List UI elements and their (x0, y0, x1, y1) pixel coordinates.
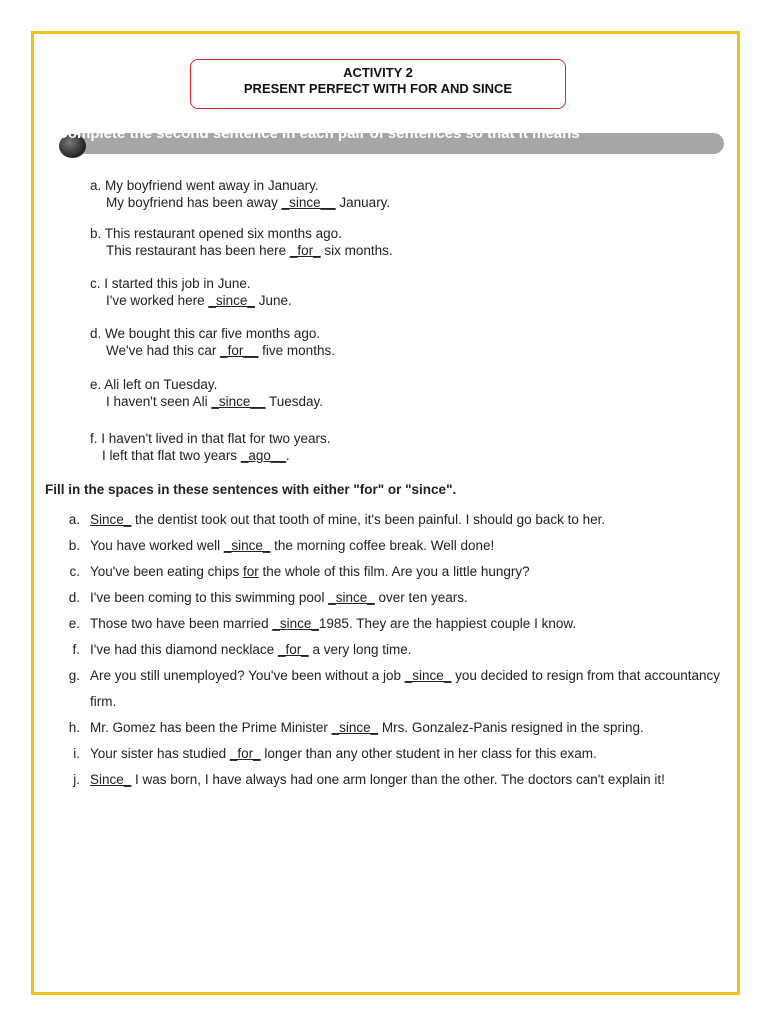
sentence-fragment: . (285, 448, 290, 463)
original-sentence (90, 376, 323, 393)
original-sentence (90, 325, 335, 342)
sentence-fragment: a very long time. (308, 642, 412, 657)
item-letter: b. (90, 226, 102, 241)
exercise-item (90, 177, 390, 211)
sentence-text: I started this job in June. (104, 276, 251, 291)
item-letter: j. (73, 772, 80, 787)
answer-blank: _since_ (328, 590, 375, 605)
rewritten-sentence (90, 447, 330, 464)
rewritten-sentence (90, 292, 292, 309)
original-sentence (90, 430, 330, 447)
exercise-item (90, 225, 393, 259)
sentence-text: My boyfriend went away in January. (105, 178, 319, 193)
sentence-fragment: Mrs. Gonzalez-Panis resigned in the spring. (378, 720, 644, 735)
exercise-item (58, 533, 723, 559)
item-letter: c. (90, 276, 101, 291)
answer-blank: _ago__ (240, 448, 286, 463)
exercise-item (58, 741, 723, 767)
exercise-item (90, 430, 330, 464)
answer-blank: _since_ (223, 538, 271, 553)
sentence-fragment: June. (254, 293, 292, 308)
sentence-fragment: Mr. Gomez has been the Prime Minister (90, 720, 332, 735)
sentence-fragment: five months. (258, 343, 335, 358)
item-letter: g. (68, 668, 80, 683)
sentence-text: Ali left on Tuesday. (104, 377, 218, 392)
sentence-fragment: the whole of this film. Are you a little hungry? (258, 564, 530, 579)
exercise-item (58, 585, 723, 611)
original-sentence (90, 225, 393, 242)
item-letter: a. (90, 178, 102, 193)
item-letter: c. (69, 564, 80, 579)
sentence-fragment: longer than any other student in her class for this exam. (260, 746, 597, 761)
item-letter: i. (73, 746, 80, 761)
sentence-fragment: 1985. They are the happiest couple I know. (318, 616, 577, 631)
original-sentence (90, 275, 292, 292)
sentence-fragment: This restaurant has been here (106, 243, 290, 258)
sentence-fragment: Tuesday. (265, 394, 323, 409)
answer-blank: _for_ (289, 243, 321, 258)
exercise-item (58, 559, 723, 585)
exercise-item (58, 611, 723, 637)
sentence-fragment: You've been eating chips (90, 564, 243, 579)
item-letter: e. (90, 377, 102, 392)
answer-blank: _for_ (229, 746, 261, 761)
sentence-fragment: You have worked well (90, 538, 224, 553)
exercise-item (90, 376, 323, 410)
exercise-part-2 (58, 507, 723, 793)
answer-blank: _since_ (404, 668, 452, 683)
exercise-item (58, 637, 723, 663)
answer-blank: _since__ (211, 394, 266, 409)
instruction-text: Complete the second sentence in each pair of sentences so that it means (57, 125, 580, 141)
sentence-fragment: you decided to resign from that accountancy firm. (90, 668, 720, 709)
answer-blank: Since_ (90, 512, 132, 527)
exercise-item (58, 507, 723, 533)
sentence-fragment: over ten years. (374, 590, 468, 605)
rewritten-sentence (90, 242, 393, 259)
exercise-item (58, 767, 723, 793)
item-letter: d. (68, 590, 80, 605)
original-sentence (90, 177, 390, 194)
sentence-fragment: My boyfriend has been away (106, 195, 282, 210)
sentence-fragment: Your sister has studied (90, 746, 230, 761)
exercise-item (58, 715, 723, 741)
exercise-item (58, 663, 723, 715)
sentence-fragment: I haven't seen Ali (106, 394, 212, 409)
item-letter: b. (68, 538, 80, 553)
sentence-fragment: Are you still unemployed? You've been without a job (90, 668, 405, 683)
item-letter: h. (68, 720, 80, 735)
sentence-fragment: I left that flat two years (102, 448, 241, 463)
sentence-text: This restaurant opened six months ago. (104, 226, 342, 241)
rewritten-sentence (90, 194, 390, 211)
sentence-text: We bought this car five months ago. (105, 326, 321, 341)
answer-blank: _since_ (208, 293, 255, 308)
sentence-fragment: We've had this car (106, 343, 221, 358)
answer-blank: _for__ (220, 343, 259, 358)
item-letter: f. (90, 431, 98, 446)
answer-blank: _for_ (277, 642, 309, 657)
sentence-fragment: the morning coffee break. Well done! (270, 538, 495, 553)
activity-title: ACTIVITY 2 (343, 65, 413, 80)
rewritten-sentence (90, 393, 323, 410)
activity-subtitle: PRESENT PERFECT WITH FOR AND SINCE (243, 81, 513, 96)
sentence-fragment: Those two have been married (90, 616, 273, 631)
sentence-fragment: the dentist took out that tooth of mine, it's been painful. I should go back to her. (131, 512, 606, 527)
sentence-fragment: I was born, I have always had one arm longer than the other. The doctors can't explain it! (131, 772, 665, 787)
sentence-fragment: six months. (320, 243, 393, 258)
answer-blank: _since__ (281, 195, 336, 210)
sentence-fragment: I've worked here (106, 293, 209, 308)
exercise-item (90, 325, 335, 359)
sentence-fragment: January. (335, 195, 391, 210)
answer-blank: _since_ (331, 720, 379, 735)
answer-blank: _since_ (272, 616, 319, 631)
activity-title-box (190, 59, 566, 109)
item-letter: a. (68, 512, 80, 527)
item-letter: f. (72, 642, 80, 657)
item-letter: e. (68, 616, 80, 631)
rewritten-sentence (90, 342, 335, 359)
answer-blank: for (242, 564, 259, 579)
exercise-part-2-heading: Fill in the spaces in these sentences with either "for" or "since". (45, 482, 457, 497)
sentence-text: I haven't lived in that flat for two years. (101, 431, 331, 446)
exercise-item (90, 275, 292, 309)
answer-blank: Since_ (90, 772, 132, 787)
sentence-fragment: I've had this diamond necklace (90, 642, 278, 657)
sentence-fragment: I've been coming to this swimming pool (90, 590, 329, 605)
item-letter: d. (90, 326, 102, 341)
